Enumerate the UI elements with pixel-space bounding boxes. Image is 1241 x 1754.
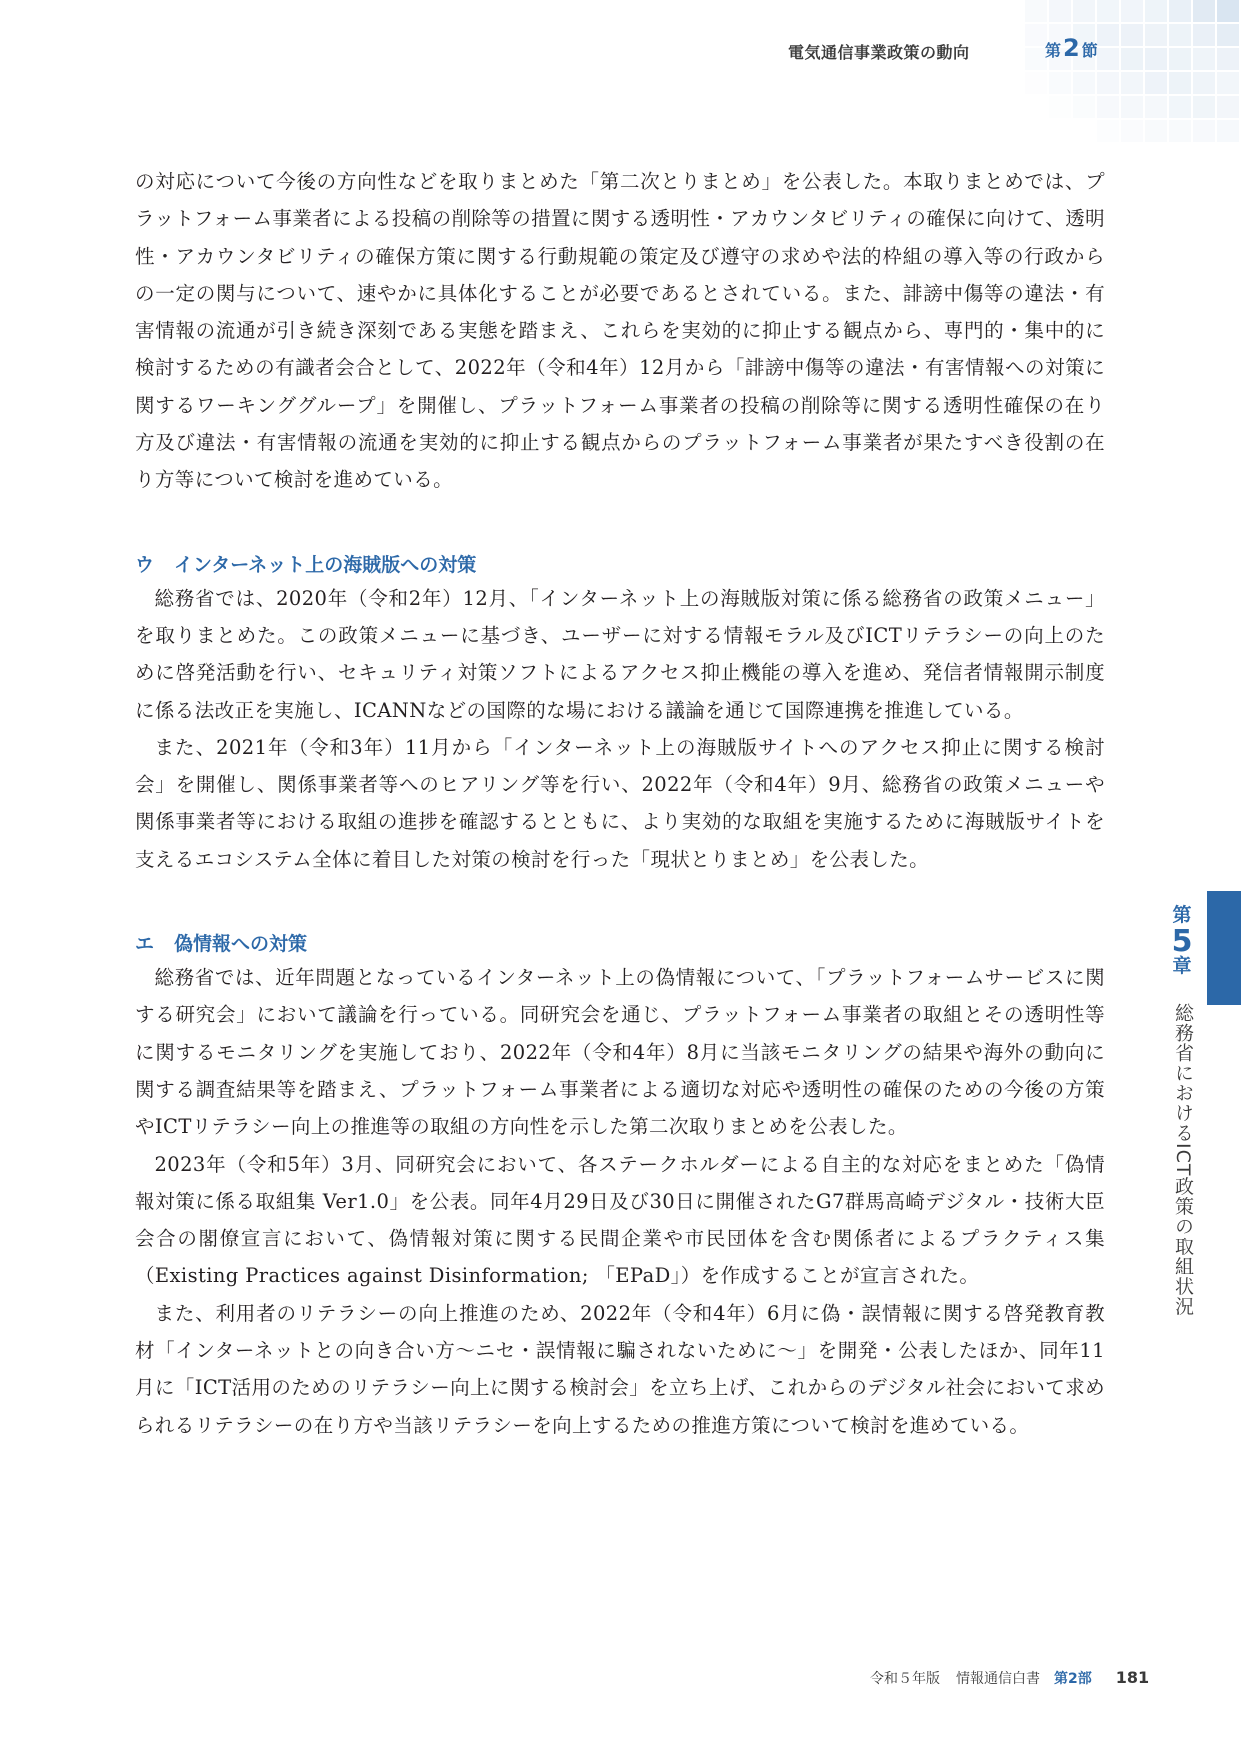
body-paragraph: 総務省では、近年問題となっているインターネット上の偽情報について、「プラットフォームサービスに関する研究会」において議論を行っている。同研究会を通じ、プラットフォーム事業者の取組とその透明性等に関するモニタリングを実施しており、2022年（令和4年）8月に当該モニタリングの結果や海外の動向に関する調査結果等を踏まえ、プラットフォーム事業者による適切な対応や透明性の確保のための今後の方策やICTリテラシー向上の推進等の取組の方向性を示した第二次取りまとめを公表した。: [135, 966, 1105, 1139]
mosaic-tile: [1193, 72, 1215, 94]
section-heading-e: [135, 929, 1105, 959]
mosaic-tile: [1145, 48, 1167, 70]
mosaic-tile: [1217, 0, 1239, 22]
mosaic-tile: [1049, 0, 1071, 22]
mosaic-tile: [1217, 24, 1239, 46]
section-number: 2: [1063, 34, 1080, 62]
mosaic-tile: [1145, 96, 1167, 118]
section-heading-u: [135, 550, 1105, 580]
mosaic-tile: [1073, 0, 1095, 22]
mosaic-tile: [1025, 24, 1047, 46]
mosaic-tile: [1025, 72, 1047, 94]
chapter-tab-bar: [1207, 891, 1241, 1005]
mosaic-tile: [1193, 48, 1215, 70]
mosaic-tile: [1145, 0, 1167, 22]
mosaic-tile: [1097, 96, 1119, 118]
mosaic-tile: [1025, 0, 1047, 22]
mosaic-tile: [1073, 72, 1095, 94]
body-paragraph: また、2021年（令和3年）11月から「インターネット上の海賊版サイトへのアクセス抑止に関する検討会」を開催し、関係事業者等へのヒアリング等を行い、2022年（令和4年）9月、総務省の政策メニューや関係事業者等における取組の進捗を確認するとともに、より実効的な取組を実施するために海賊版サイトを支えるエコシステム全体に着目した対策の検討を行った「現状とりまとめ」を公表した。: [135, 735, 1105, 871]
mosaic-tile: [1169, 72, 1191, 94]
mosaic-tile: [1097, 48, 1119, 70]
body-paragraph: また、利用者のリテラシーの向上推進のため、2022年（令和4年）6月に偽・誤情報に関する啓発教育教材「インターネットとの向き合い方～ニセ・誤情報に騙されないために～」を開発・公表したほか、同年11月に「ICT活用のためのリテラシー向上に関する検討会」を立ち上げ、これからのデジタル社会において求められるリテラシーの在り方や当該リテラシーを向上するための推進方策について検討を進めている。: [135, 1301, 1105, 1437]
mosaic-tile: [1049, 96, 1071, 118]
chapter-side-title: 総務省におけるICT政策の取組状況: [1172, 1003, 1194, 1317]
section-mark: エ: [135, 933, 155, 956]
section-title: インターネット上の海賊版への対策: [174, 553, 477, 576]
mosaic-tile: [1121, 120, 1143, 142]
running-header-section: [1045, 34, 1098, 62]
mosaic-tile: [1217, 72, 1239, 94]
corner-mosaic-decoration: [1001, 0, 1241, 150]
mosaic-tile: [1025, 48, 1047, 70]
mosaic-tile: [1193, 0, 1215, 22]
mosaic-tile: [1121, 72, 1143, 94]
mosaic-tile: [1169, 96, 1191, 118]
mosaic-tile: [1145, 120, 1167, 142]
section-suffix: 節: [1081, 41, 1098, 60]
mosaic-tile: [1049, 72, 1071, 94]
main-content: [135, 163, 1105, 1444]
mosaic-tile: [1169, 24, 1191, 46]
mosaic-tile: [1145, 24, 1167, 46]
chapter-number: 5: [1171, 923, 1193, 959]
mosaic-tile: [1193, 24, 1215, 46]
mosaic-tile: [1145, 72, 1167, 94]
footer-part: 第2部: [1054, 1671, 1092, 1687]
page-number: 181: [1115, 1668, 1150, 1687]
mosaic-tile: [1169, 48, 1191, 70]
footer-edition: 令和５年版: [870, 1671, 940, 1687]
chapter-prefix: 第: [1172, 904, 1192, 926]
mosaic-tile: [1169, 120, 1191, 142]
mosaic-tile: [1097, 72, 1119, 94]
body-paragraph: 総務省では、2020年（令和2年）12月、「インターネット上の海賊版対策に係る総務省の政策メニュー」を取りまとめた。この政策メニューに基づき、ユーザーに対する情報モラル及びICTリテラシーの向上のために啓発活動を行い、セキュリティ対策ソフトによるアクセス抑止機能の導入を進め、発信者情報開示制度に係る法改正を実施し、ICANNなどの国際的な場における議論を通じて国際連携を推進している。: [135, 586, 1105, 722]
mosaic-tile: [1097, 120, 1119, 142]
mosaic-tile: [1073, 96, 1095, 118]
mosaic-tile: [1193, 96, 1215, 118]
mosaic-tile: [1121, 48, 1143, 70]
section-title: 偽情報への対策: [174, 933, 308, 956]
mosaic-tile: [1121, 0, 1143, 22]
mosaic-tile: [1097, 0, 1119, 22]
chapter-label: [1160, 906, 1204, 977]
mosaic-tile: [1217, 120, 1239, 142]
mosaic-tile: [1169, 0, 1191, 22]
running-header-title: 電気通信事業政策の動向: [788, 43, 970, 62]
mosaic-tile: [1097, 24, 1119, 46]
body-paragraph: 2023年（令和5年）3月、同研究会において、各ステークホルダーによる自主的な対応をまとめた「偽情報対策に係る取組集 Ver1.0」を公表。同年4月29日及び30日に開催されたG7群馬高崎デジタル・技術大臣会合の閣僚宣言において、偽情報対策に関する民間企業や市民団体を含む関係者によるプラクティス集（Existing Practices against Disinformation; 「EPaD」）を作成することが宣言された。: [135, 1152, 1105, 1288]
section-prefix: 第: [1045, 41, 1062, 60]
mosaic-tile: [1121, 24, 1143, 46]
mosaic-tile: [1193, 120, 1215, 142]
mosaic-tile: [1217, 48, 1239, 70]
footer-book: 情報通信白書: [956, 1671, 1040, 1687]
mosaic-tile: [1217, 96, 1239, 118]
chapter-suffix: 章: [1172, 955, 1192, 978]
intro-paragraph: の対応について今後の方向性などを取りまとめた「第二次とりまとめ」を公表した。本取りまとめでは、プラットフォーム事業者による投稿の削除等の措置に関する透明性・アカウンタビリティの確保に向けて、透明性・アカウンタビリティの確保方策に関する行動規範の策定及び遵守の求めや法的枠組の導入等の行政からの一定の関与について、速やかに具体化することが必要であるとされている。また、誹謗中傷等の違法・有害情報の流通が引き続き深刻である実態を踏まえ、これらを実効的に抑止する観点から、専門的・集中的に検討するための有識者会合として、2022年（令和4年）12月から「誹謗中傷等の違法・有害情報への対策に関するワーキンググループ」を開催し、プラットフォーム事業者の投稿の削除等に関する透明性確保の在り方及び違法・有害情報の流通を実効的に抑止する観点からのプラットフォーム事業者が果たすべき役割の在り方等について検討を進めている。: [135, 170, 1105, 492]
mosaic-tile: [1121, 96, 1143, 118]
page-footer: [870, 1668, 1149, 1688]
section-mark: ウ: [135, 553, 155, 576]
